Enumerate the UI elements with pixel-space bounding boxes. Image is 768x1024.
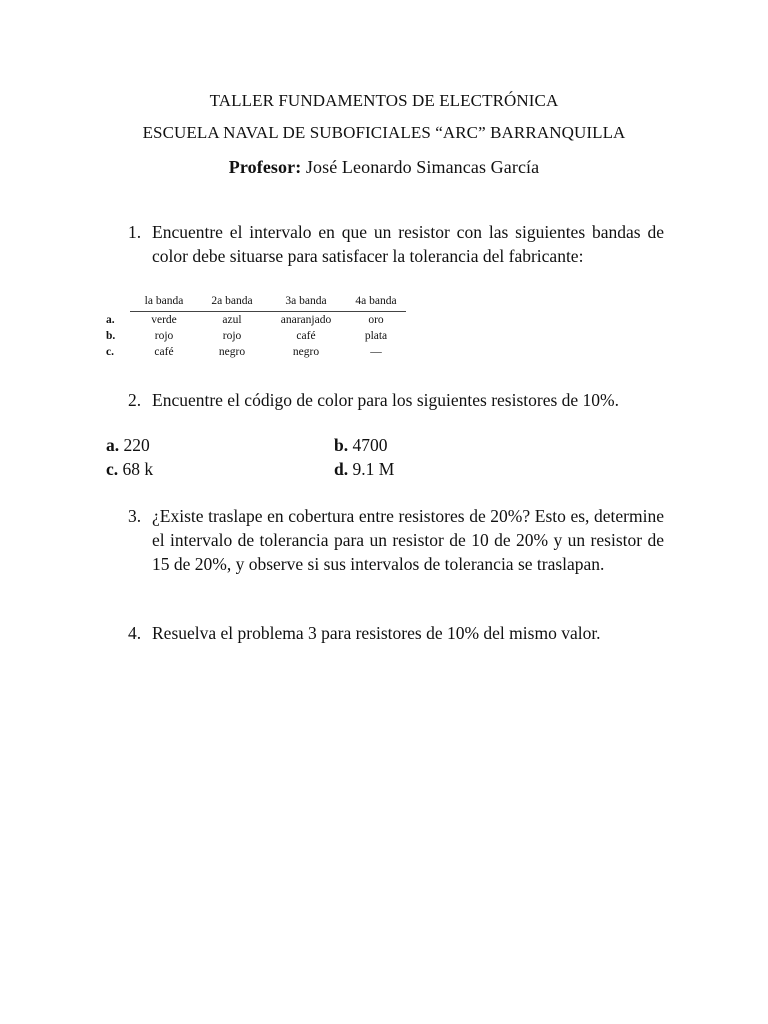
answer-label: a. [106, 435, 120, 455]
row-label: b. [106, 330, 116, 342]
answer-item [106, 459, 153, 480]
table-cell: anaranjado [280, 314, 332, 326]
question-number: 3. [128, 506, 142, 526]
table-row [106, 344, 406, 360]
question-text: Resuelva el problema 3 para resistores de 10% del mismo valor. [152, 623, 601, 643]
table-cell: plata [364, 330, 388, 342]
table-row [106, 312, 406, 329]
table-header: 2a banda [198, 295, 266, 312]
question-text: ¿Existe traslape en cobertura entre resistores de 20%? Esto es, determine el intervalo de tolerancia para un resistor de 10 de 20% y un resistor de 15 de 20%, y observe si sus intervalos de tolerancia se traslapan. [152, 506, 664, 574]
question-text: Encuentre el código de color para los siguientes resistores de 10%. [152, 390, 620, 410]
table-header: la banda [130, 295, 198, 312]
table-cell: azul [222, 314, 242, 326]
school-name: ESCUELA NAVAL DE SUBOFICIALES “ARC” BARRANQUILLA [142, 123, 626, 142]
row-label: c. [106, 346, 114, 358]
question-number: 1. [128, 222, 142, 242]
answer-value: 4700 [352, 435, 388, 455]
professor-line [0, 157, 768, 178]
table-header: 4a banda [346, 295, 406, 312]
answer-label: d. [334, 459, 349, 479]
table-cell: café [154, 346, 174, 358]
answer-item [334, 435, 387, 456]
table-cell: rojo [154, 330, 174, 342]
table-cell: oro [368, 314, 384, 326]
answer-label: b. [334, 435, 349, 455]
table-header: 3a banda [266, 295, 346, 312]
table-cell: negro [292, 346, 320, 358]
table-header-row [106, 295, 406, 312]
table-cell: — [370, 346, 382, 358]
question-number: 4. [128, 623, 142, 643]
professor-label: Profesor: [228, 157, 302, 177]
table-corner [106, 295, 130, 312]
answer-value: 68 k [122, 459, 154, 479]
answer-item [334, 459, 394, 480]
table-cell: verde [151, 314, 177, 326]
answer-item [106, 435, 150, 456]
table-cell: café [296, 330, 316, 342]
answer-label: c. [106, 459, 119, 479]
row-label: a. [106, 313, 115, 326]
document-title: TALLER FUNDAMENTOS DE ELECTRÓNICA [209, 91, 559, 110]
answer-value: 9.1 M [352, 459, 395, 479]
table-row [106, 328, 406, 344]
table-cell: rojo [222, 330, 242, 342]
band-table [106, 295, 406, 360]
table-cell: negro [218, 346, 246, 358]
question-number: 2. [128, 390, 142, 410]
question-text: Encuentre el intervalo en que un resistor con las siguientes bandas de color debe situarse para satisfacer la tolerancia del fabricante: [152, 222, 664, 266]
answer-value: 220 [123, 435, 150, 455]
professor-name: José Leonardo Simancas García [305, 157, 540, 177]
